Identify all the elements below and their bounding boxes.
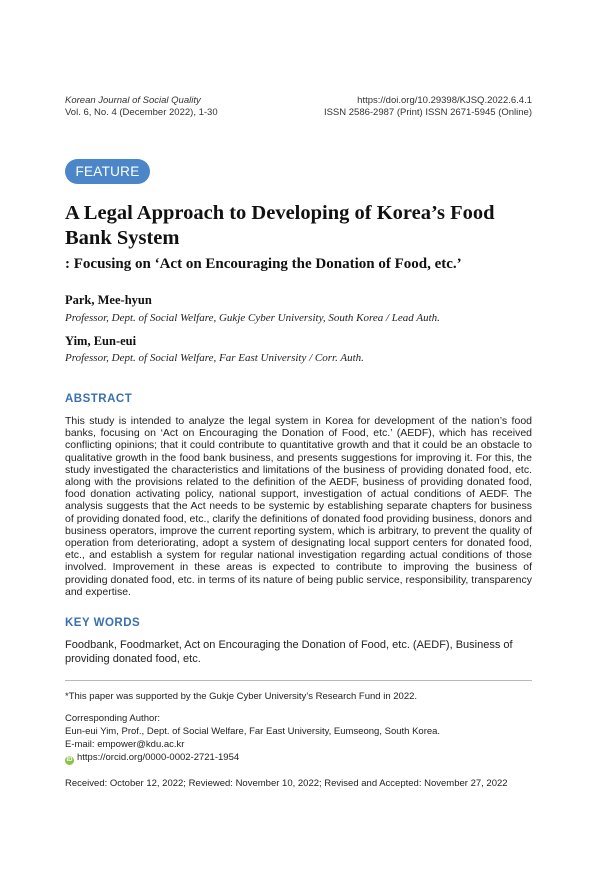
paper-title: A Legal Approach to Developing of Korea’s Food Bank System <box>65 202 495 249</box>
footnote-divider <box>65 680 532 681</box>
abstract-text: This study is intended to analyze the legal system in Korea for development of the nation’s food banks, focusing on ‘Act on Encouraging the Donation of Food, etc.’ (AEDF), which has received conflicting opinions; that it could contribute to quantitative growth and that it could be an obstacle to qualitative growth in the food bank business, and presents suggestions for improving it. For this, the study investigated the characteristics and limitations of the business of providing donated food, etc. along with the provisions related to the definition of the AEDF, business of providing donated food, food donation activating policy, national support, investigation of actual conditions of AEDF. The analysis suggests that the Act needs to be systemic by establishing separate chapters for business of providing donated food, etc., clarify the definitions of donated food providing business, donors and business operators, improve the current reporting system, which is arbitrary, to prevent the quality of operation from deteriorating, adopt a system of designating local support centers for donated food, etc., and establish a system for regular national investigation regarding actual conditions of those involved. Improvement in these areas is expected to contribute to improving the business of providing donated food, etc. in terms of its nature of being public service, responsibility, transparency and expertise. <box>65 415 532 598</box>
email-line[interactable]: E-mail: empower@kdu.ac.kr <box>65 739 185 750</box>
orcid-link[interactable]: https://orcid.org/0000-0002-2721-1954 <box>77 752 240 763</box>
keywords-heading: KEY WORDS <box>65 617 141 629</box>
author-name-1: Park, Mee-hyun <box>65 293 152 307</box>
journal-issue: Vol. 6, No. 4 (December 2022), 1-30 <box>65 107 218 118</box>
feature-badge: FEATURE <box>65 159 150 184</box>
issn-info: ISSN 2586-2987 (Print) ISSN 2671-5945 (Online) <box>323 107 532 118</box>
author-affiliation-1: Professor, Dept. of Social Welfare, Gukje Cyber University, South Korea / Lead Auth. <box>65 312 440 324</box>
keywords-text: Foodbank, Foodmarket, Act on Encouraging the Donation of Food, etc. (AEDF), Business of providing donated food, etc. <box>65 639 513 665</box>
doi-link[interactable]: https://doi.org/10.29398/KJSQ.2022.6.4.1 <box>357 95 532 106</box>
author-affiliation-2: Professor, Dept. of Social Welfare, Far East University / Corr. Auth. <box>65 352 364 364</box>
doi-header <box>324 95 532 119</box>
journal-header <box>65 95 218 119</box>
author-name-2: Yim, Eun-eui <box>65 334 137 348</box>
orcid-icon: iD <box>66 757 73 763</box>
abstract-heading: ABSTRACT <box>65 393 133 405</box>
corresponding-label: Corresponding Author: <box>65 713 161 724</box>
journal-name: Korean Journal of Social Quality <box>65 95 201 106</box>
funding-note: *This paper was supported by the Gukje Cyber University’s Research Fund in 2022. <box>65 691 418 702</box>
corresponding-detail: Eun-eui Yim, Prof., Dept. of Social Welfare, Far East University, Eumseong, South Korea. <box>65 726 441 737</box>
orcid-line[interactable] <box>65 752 239 765</box>
received-dates: Received: October 12, 2022; Reviewed: November 10, 2022; Revised and Accepted: November 27, 2022 <box>65 778 508 789</box>
paper-subtitle: : Focusing on ‘Act on Encouraging the Donation of Food, etc.’ <box>65 256 462 272</box>
